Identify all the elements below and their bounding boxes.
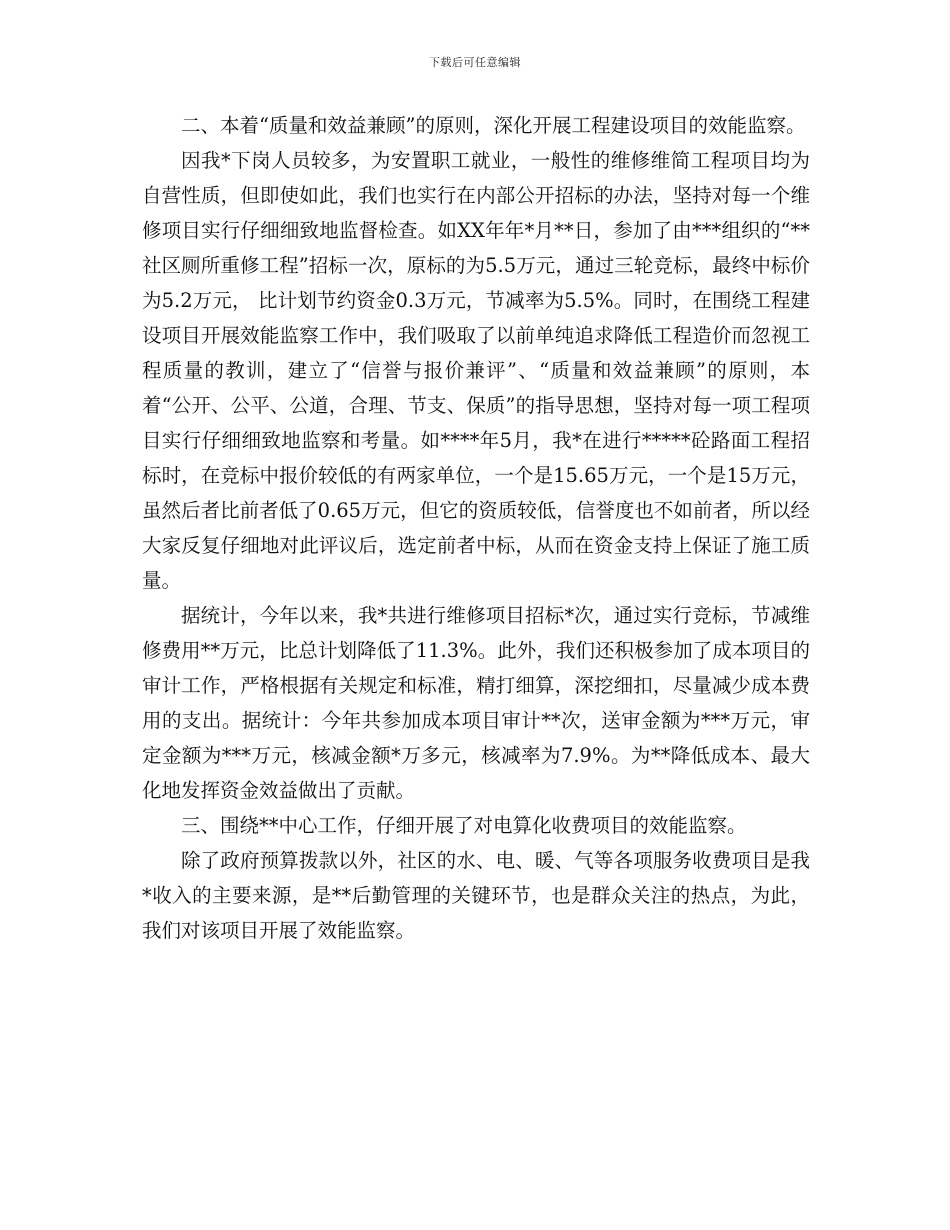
body-paragraph: 因我*下岗人员较多，为安置职工就业，一般性的维修维简工程项目均为自营性质，但即使如此，我们也实行在内部公开招标的办法，坚持对每一个维修项目实行仔细细致地监督检查。如XX年年*月**日，参加了由***组织的“**社区厕所重修工程”招标一次，原标的为5.5万元，通过三轮竞标，最终中标价为5.2万元， 比计划节约资金0.3万元，节减率为5.5%。同时，在围绕工程建设项目开展效能监察工作中，我们吸取了以前单纯追求降低工程造价而忽视工程质量的教训，建立了“信誉与报价兼评”、“质量和效益兼顾”的原则，本着“公开、公平、公道，合理、节支、保质”的指导思想，坚持对每一项工程项目实行仔细细致地监察和考量。如****年5月，我*在进行*****砼路面工程招标时，在竞标中报价较低的有两家单位，一个是15.65万元，一个是15万元，虽然后者比前者低了0.65万元，但它的资质较低，信誉度也不如前者，所以经大家反复仔细地对此评议后，选定前者中标，从而在资金支持上保证了施工质量。 (142, 149, 810, 592)
page-header: 下载后可任意编辑 (429, 56, 521, 69)
section-heading-two: 二、本着“质量和效益兼顾”的原则，深化开展工程建设项目的效能监察。 (181, 114, 806, 137)
body-paragraph: 据统计，今年以来，我*共进行维修项目招标*次，通过实行竞标，节减维修费用**万元，比总计划降低了11.3%。此外，我们还积极参加了成本项目的审计工作，严格根据有关规定和标准，精打细算，深挖细扣，尽量减少成本费用的支出。据统计：今年共参加成本项目审计**次，送审金额为***万元，审定金额为***万元，核减金额*万多元，核减率为7.9%。为**降低成本、最大化地发挥资金效益做出了贡献。 (142, 604, 810, 802)
section-heading-three: 三、围绕**中心工作，仔细开展了对电算化收费项目的效能监察。 (181, 814, 747, 837)
body-paragraph: 除了政府预算拨款以外，社区的水、电、暖、气等各项服务收费项目是我*收入的主要来源，是**后勤管理的关键环节，也是群众关注的热点，为此，我们对该项目开展了效能监察。 (142, 849, 810, 942)
document-body (142, 108, 810, 948)
